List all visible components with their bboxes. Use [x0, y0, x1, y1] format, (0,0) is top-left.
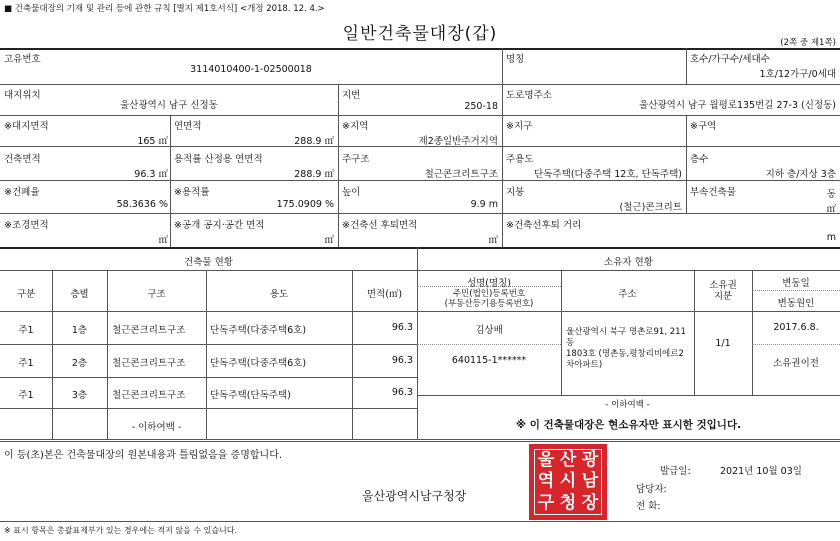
table-top-border [0, 48, 840, 50]
far-label: ※용적률 [174, 187, 210, 198]
col-line [170, 115, 171, 247]
site-label: 대지위치 [4, 90, 41, 101]
owner-row-divider [752, 344, 840, 345]
owner-row-divider [417, 344, 561, 345]
regulation-note: ■ 건축물대장의 기재 및 관리 등에 관한 규칙 [별지 제1호서식] <개정 2018. 12. 4.> [4, 4, 325, 14]
row-line [0, 270, 840, 271]
issue-date: 2021년 10월 03일 [720, 466, 802, 477]
owner-address: 울산광역시 북구 명촌로91, 211동 1803호 (명촌동,평창리비에르2차아파트) [566, 327, 686, 370]
id-label: 고유번호 [4, 54, 41, 65]
cell-structure: 철근콘크리트구조 [112, 325, 186, 336]
col-line [686, 48, 687, 84]
header-divider [752, 290, 840, 291]
units-value: 1호/12가구/0세대 [759, 69, 836, 80]
floor-area-value: 288.9 ㎡ [294, 136, 334, 147]
public-space-label: ※공개 공지·공간 면적 [174, 220, 265, 231]
row-line [0, 439, 840, 440]
cell-use: 단독주택(다중주택6호) [210, 325, 307, 336]
annex-area-unit: ㎡ [826, 204, 836, 215]
owner-share: 1/1 [715, 338, 731, 349]
row-line [0, 84, 840, 85]
height-value: 9.9 m [470, 199, 498, 210]
height-label: 높이 [342, 187, 361, 198]
row-line [0, 213, 840, 214]
row-line [0, 344, 417, 345]
setback-area-label: ※건축선 후퇴면적 [342, 220, 418, 231]
bcr-value: 58.3636 % [116, 199, 168, 210]
header-floor: 층별 [70, 289, 89, 300]
landscape-label: ※조경면적 [4, 220, 49, 231]
footnote-border [0, 521, 840, 522]
change-date: 2017.6.8. [773, 322, 819, 333]
header-owner-name: 성명(명칭) [466, 278, 512, 289]
row-line [0, 180, 840, 181]
official-seal: 울 산 광 역 시 남 구 청 장 [529, 444, 607, 520]
roof-value: (철근)콘크리트 [619, 202, 682, 213]
phone-label: 전 화: [636, 501, 661, 512]
owner-status-title: 소유자 현황 [604, 257, 653, 268]
row-line [417, 311, 840, 312]
change-reason: 소유권이전 [773, 358, 819, 369]
setback-distance-label: ※건축선후퇴 거리 [506, 220, 582, 231]
district-label: ※지구 [506, 121, 533, 132]
col-line [502, 48, 503, 84]
cell-floor: 1층 [71, 325, 88, 336]
name-label: 명칭 [506, 54, 525, 65]
row-line [0, 377, 417, 378]
owner-name: 김상배 [475, 325, 503, 336]
owner-blank-note: - 이하여백 - [605, 400, 650, 410]
person-in-charge-label: 담당자: [636, 484, 667, 495]
lot-value: 250-18 [464, 101, 498, 112]
header-registration-no: 주민(법인)등록번호 (부동산등기용등록번호) [444, 289, 534, 309]
col-line [338, 115, 339, 247]
section-border [0, 247, 840, 249]
row-line [0, 408, 417, 409]
header-structure: 구조 [147, 289, 166, 300]
header-change-date: 변동일 [782, 278, 810, 289]
structure-label: 주구조 [342, 154, 370, 165]
landscape-unit: ㎡ [158, 235, 168, 246]
setback-distance-unit: m [826, 232, 836, 243]
cell-use: 단독주택(단독주택) [210, 390, 291, 401]
header-change-reason: 변동원인 [777, 298, 815, 309]
cell-use: 단독주택(다중주택6호) [210, 358, 307, 369]
main-use-label: 주용도 [506, 154, 534, 165]
document-title: 일반건축물대장(갑) [342, 24, 498, 44]
site-area-value: 165 ㎡ [137, 136, 168, 147]
bcr-label: ※건폐율 [4, 187, 40, 198]
building-area-label: 건축면적 [4, 154, 41, 165]
main-use-value: 단독주택(다중주택 12호, 단독주택) [534, 169, 682, 180]
cell-division: 주1 [18, 358, 34, 369]
floor-area-label: 연면적 [174, 121, 202, 132]
header-division: 구분 [16, 289, 36, 300]
site-value: 울산광역시 남구 신정동 [120, 100, 218, 111]
lot-label: 지번 [342, 90, 361, 101]
col-line [686, 115, 687, 213]
cell-structure: 철근콘크리트구조 [112, 358, 186, 369]
col-line [338, 84, 339, 115]
far-area-value: 288.9 ㎡ [294, 169, 334, 180]
cell-division: 주1 [18, 325, 34, 336]
zone-value: 제2종일반주거지역 [418, 136, 498, 147]
sector-label: ※구역 [690, 121, 717, 132]
owner-registration-no: 640115-1****** [451, 355, 527, 366]
owner-notice: ※ 이 건축물대장은 현소유자만 표시한 것입니다. [515, 419, 742, 431]
cell-structure: 철근콘크리트구조 [112, 390, 186, 401]
far-area-label: 용적률 산정용 연면적 [174, 154, 263, 165]
cell-floor: 2층 [71, 358, 88, 369]
floors-label: 층수 [690, 154, 709, 165]
road-value: 울산광역시 남구 월평로135번길 27-3 (신정동) [639, 100, 836, 111]
issuer-name: 울산광역시남구청장 [362, 489, 467, 503]
header-share: 소유권 지분 [709, 280, 737, 302]
setback-area-unit: ㎡ [488, 235, 498, 246]
road-label: 도로명주소 [506, 90, 552, 101]
cell-area: 96.3 [391, 387, 413, 398]
footer-top-border [0, 441, 840, 442]
cell-area: 96.3 [391, 322, 413, 333]
row-line [0, 115, 840, 116]
issue-date-label: 발급일: [660, 466, 691, 477]
site-area-label: ※대지면적 [4, 121, 49, 132]
cell-floor: 3층 [71, 390, 88, 401]
certification-text: 이 등(초)본은 건축물대장의 원본내용과 틀림없음을 증명합니다. [4, 450, 283, 461]
id-value: 3114010400-1-02500018 [190, 64, 312, 75]
far-value: 175.0909 % [276, 199, 334, 210]
page-count: (2쪽 중 제1쪽) [780, 38, 836, 48]
header-address: 주소 [618, 289, 637, 300]
cell-area: 96.3 [391, 355, 413, 366]
building-blank-note: - 이하여백 - [131, 422, 182, 433]
cell-division: 주1 [18, 390, 34, 401]
header-use: 용도 [269, 289, 289, 300]
col-line [502, 115, 503, 247]
public-space-unit: ㎡ [324, 235, 334, 246]
row-line [0, 311, 417, 312]
structure-value: 철근콘크리트구조 [424, 169, 498, 180]
roof-label: 지붕 [506, 187, 525, 198]
footnote: ※ 표시 항목은 총괄표제부가 있는 경우에는 적지 않을 수 있습니다. [4, 526, 238, 535]
annex-label: 부속건축물 [690, 187, 736, 198]
building-area-value: 96.3 ㎡ [134, 169, 168, 180]
row-line [417, 395, 840, 396]
annex-count-unit: 동 [826, 189, 836, 200]
building-status-title: 건축물 현황 [184, 257, 233, 268]
col-line [502, 84, 503, 115]
floors-value: 지하 층/지상 3층 [765, 169, 836, 180]
units-label: 호수/가구수/세대수 [690, 54, 770, 65]
zone-label: ※지역 [342, 121, 369, 132]
header-area: 면적(㎡) [366, 289, 403, 300]
